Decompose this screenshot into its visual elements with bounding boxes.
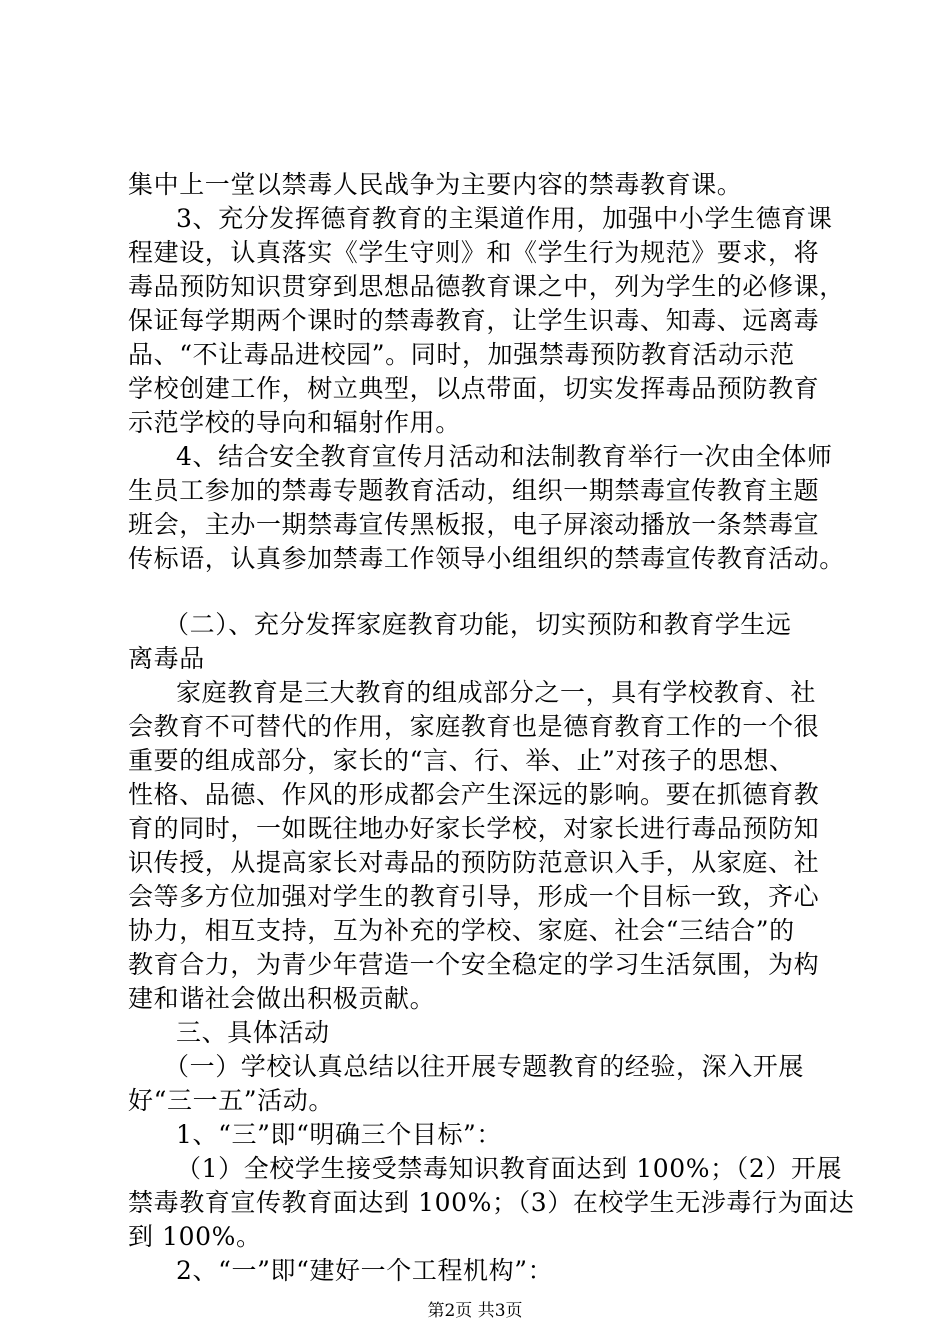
text-line: 示范学校的导向和辐射作用。	[128, 408, 461, 437]
text-line: 识传授，从提高家长对毒品的预防防范意识入手，从家庭、社	[128, 848, 820, 877]
text-line: 到 100%。	[128, 1222, 262, 1251]
text-line: （1）全校学生接受禁毒知识教育面达到 100%；（2）开展	[176, 1154, 843, 1183]
text-line: 1、“三”即“明确三个目标”：	[176, 1120, 503, 1149]
text-line: 品、“不让毒品进校园”。同时，加强禁毒预防教育活动示范	[128, 340, 795, 369]
text-line: 4、结合安全教育宣传月活动和法制教育举行一次由全体师	[176, 442, 833, 471]
text-line: 会教育不可替代的作用，家庭教育也是德育教育工作的一个很	[128, 712, 820, 741]
page-footer: 第2页 共3页	[427, 1301, 523, 1321]
text-line: 2、“一”即“建好一个工程机构”：	[176, 1256, 554, 1285]
text-line: 性格、品德、作风的形成都会产生深远的影响。要在抓德育教	[128, 780, 820, 809]
text-line: 建和谐社会做出积极贡献。	[128, 984, 436, 1013]
text-line: 集中上一堂以禁毒人民战争为主要内容的禁毒教育课。	[128, 170, 743, 199]
text-line: 协力，相互支持，互为补充的学校、家庭、社会“三结合”的	[128, 916, 795, 945]
text-line: 传标语，认真参加禁毒工作领导小组组织的禁毒宣传教育活动。	[128, 544, 845, 573]
text-line: 程建设，认真落实《学生守则》和《学生行为规范》要求，将	[128, 238, 820, 267]
text-line: 毒品预防知识贯穿到思想品德教育课之中，列为学生的必修课，	[128, 272, 845, 301]
text-line: 班会，主办一期禁毒宣传黑板报，电子屏滚动播放一条禁毒宣	[128, 510, 820, 539]
text-line: 好“三一五”活动。	[128, 1086, 334, 1115]
section-heading: 离毒品	[128, 644, 205, 673]
text-line: 重要的组成部分，家长的“言、行、举、止”对孩子的思想、	[128, 746, 795, 775]
text-line: 会等多方位加强对学生的教育引导，形成一个目标一致，齐心	[128, 882, 820, 911]
text-line: 禁毒教育宣传教育面达到 100%；（3）在校学生无涉毒行为面达	[128, 1188, 855, 1217]
text-line: （一）学校认真总结以往开展专题教育的经验，深入开展	[164, 1052, 805, 1081]
text-line: 生员工参加的禁毒专题教育活动，组织一期禁毒宣传教育主题	[128, 476, 820, 505]
section-heading: 三、具体活动	[176, 1018, 330, 1047]
text-line: 学校创建工作，树立典型，以点带面，切实发挥毒品预防教育	[128, 374, 820, 403]
text-line: 保证每学期两个课时的禁毒教育，让学生识毒、知毒、远离毒	[128, 306, 820, 335]
text-line: 教育合力，为青少年营造一个安全稳定的学习生活氛围，为构	[128, 950, 820, 979]
text-line: 家庭教育是三大教育的组成部分之一，具有学校教育、社	[176, 678, 817, 707]
text-line: 3、充分发挥德育教育的主渠道作用，加强中小学生德育课	[176, 204, 833, 233]
text-line: 育的同时，一如既往地办好家长学校，对家长进行毒品预防知	[128, 814, 820, 843]
section-heading: （二）、充分发挥家庭教育功能，切实预防和教育学生远	[164, 610, 792, 639]
